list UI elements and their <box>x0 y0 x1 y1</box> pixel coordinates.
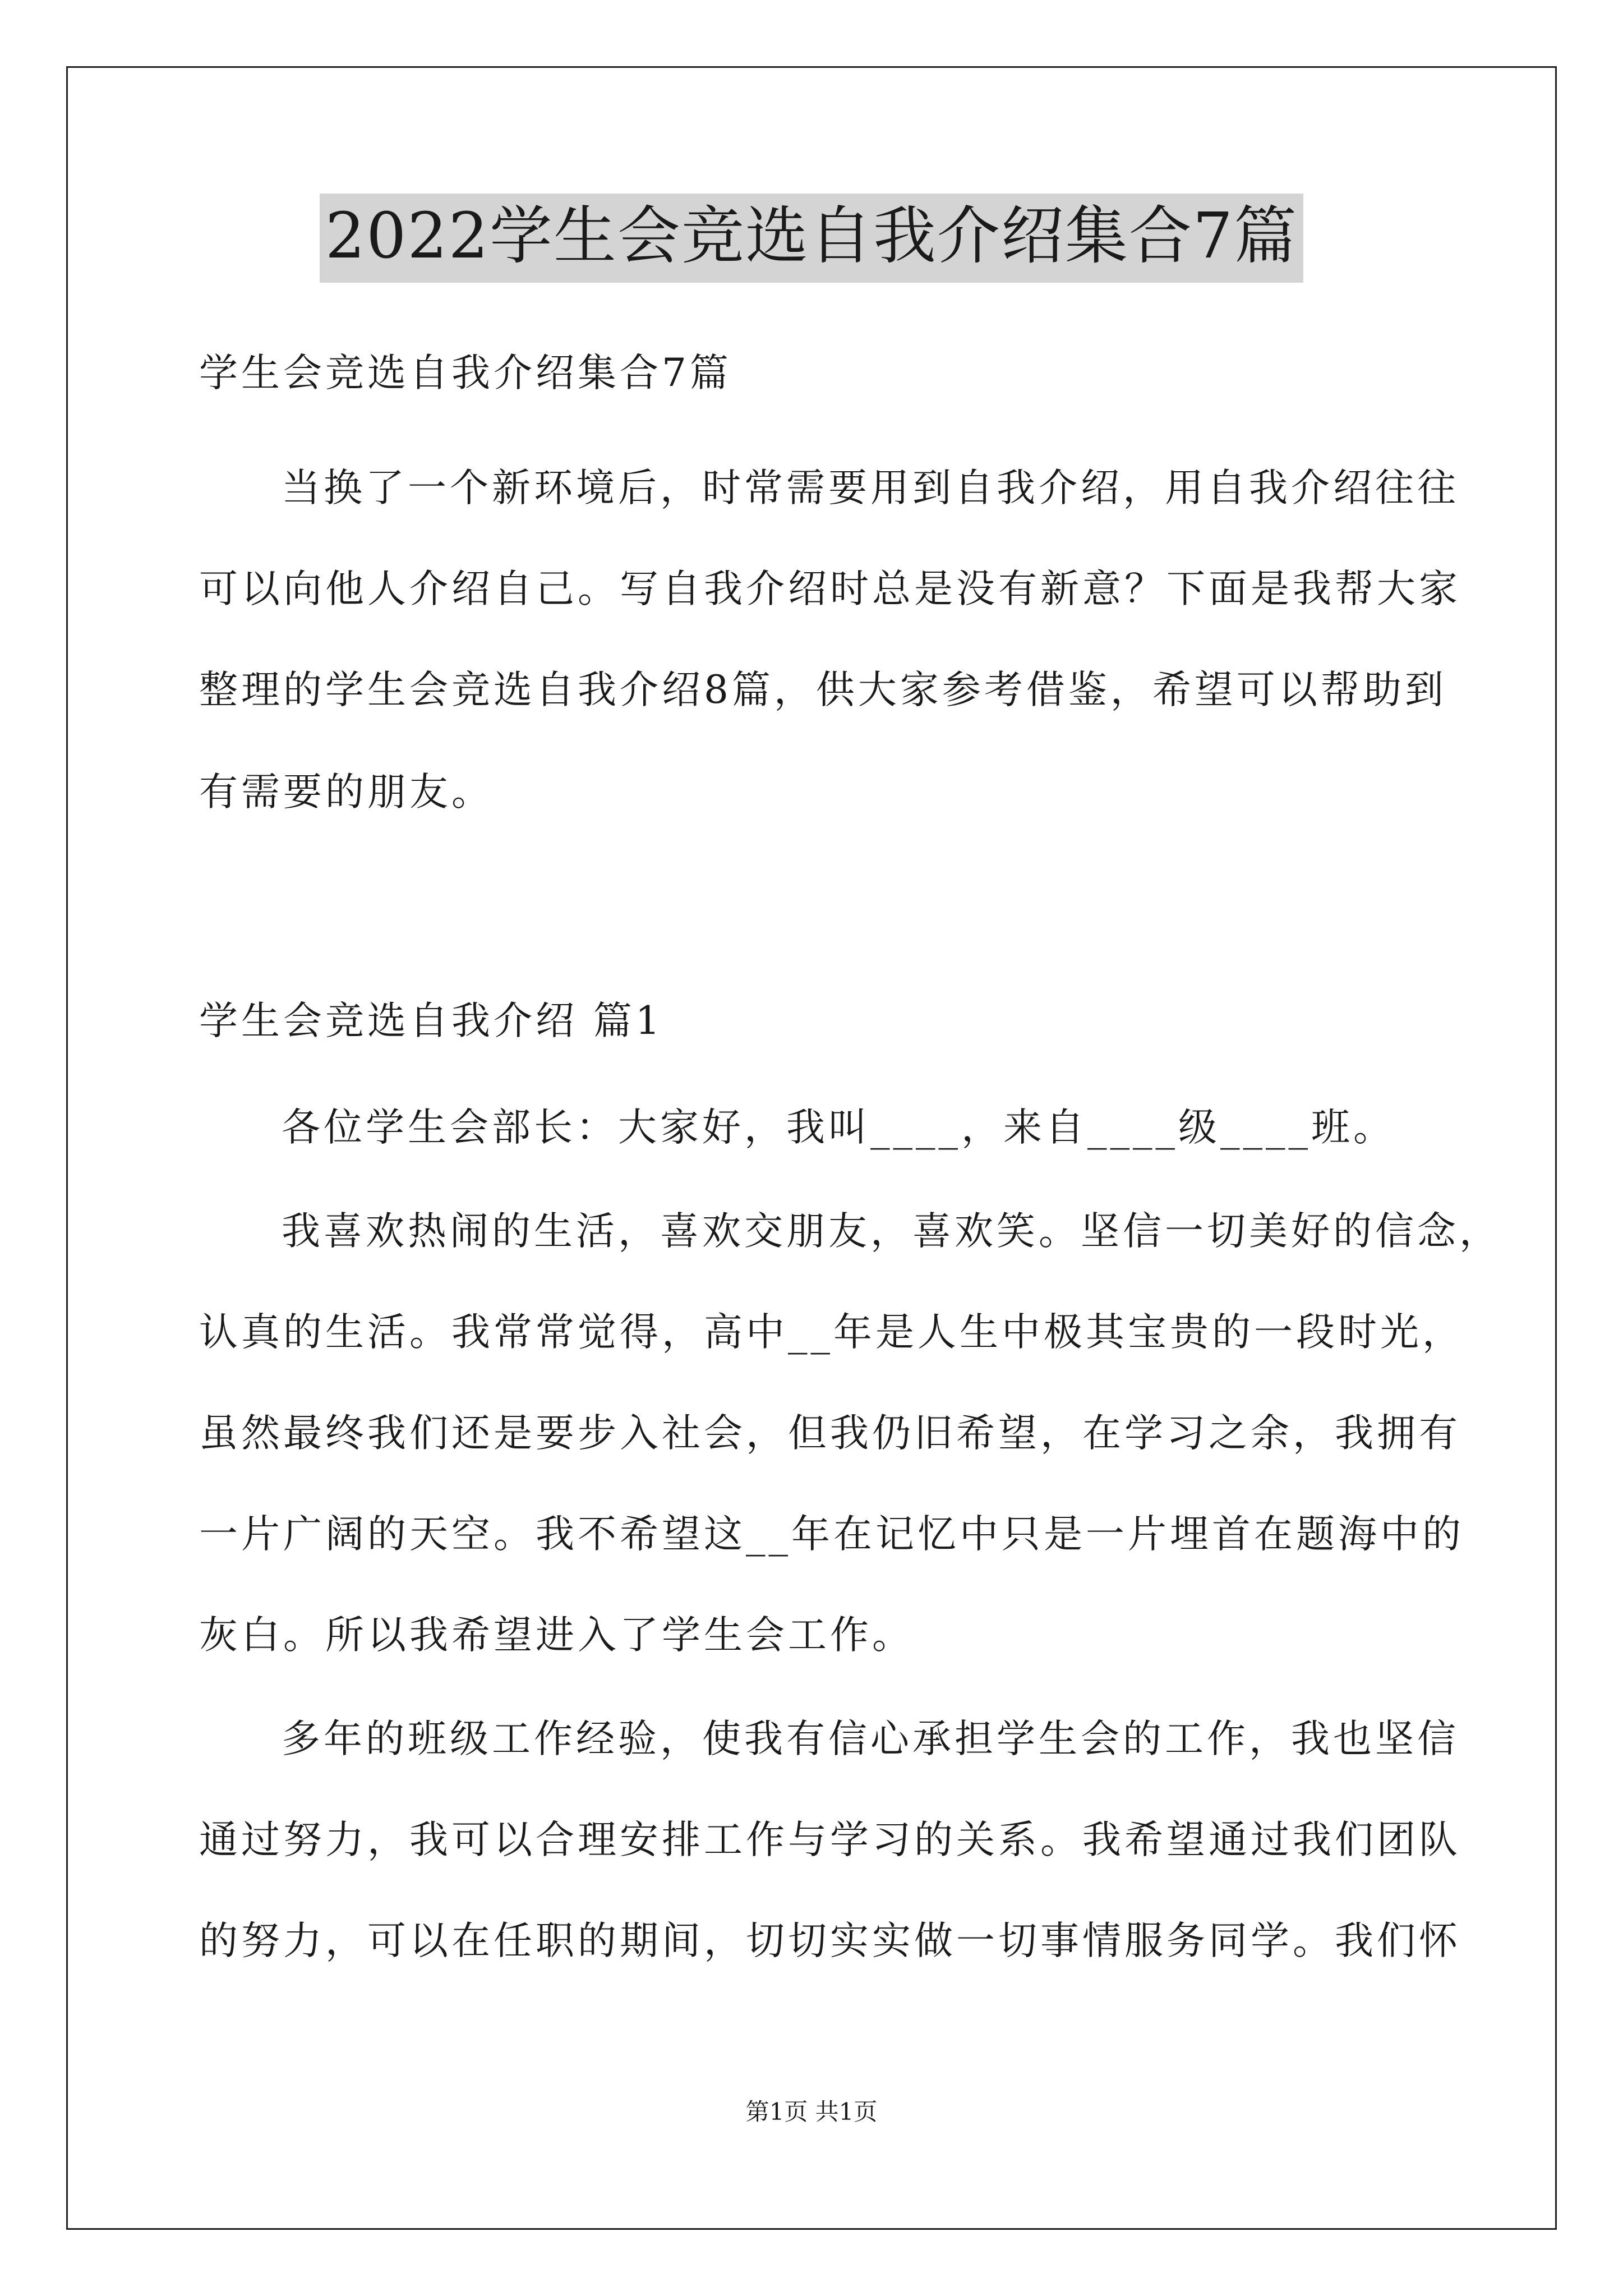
intro-line: 当换了一个新环境后，时常需要用到自我介绍，用自我介绍往往 <box>282 466 1459 510</box>
document-title <box>0 194 1623 283</box>
intro-line: 有需要的朋友。 <box>199 770 494 815</box>
body-line: 一片广阔的天空。我不希望这__年在记忆中只是一片埋首在题海中的 <box>199 1512 1464 1557</box>
body-line: 各位学生会部长：大家好，我叫____，来自____级____班。 <box>282 1105 1395 1150</box>
body-line: 我喜欢热闹的生活，喜欢交朋友，喜欢笑。坚信一切美好的信念， <box>282 1209 1501 1254</box>
body-line: 的努力，可以在任职的期间，切切实实做一切事情服务同学。我们怀 <box>199 1918 1461 1963</box>
body-line: 虽然最终我们还是要步入社会，但我仍旧希望，在学习之余，我拥有 <box>199 1411 1461 1456</box>
document-title-text: 2022学生会竞选自我介绍集合7篇 <box>320 194 1303 283</box>
document-subtitle: 学生会竞选自我介绍集合7篇 <box>199 351 732 395</box>
section-heading: 学生会竞选自我介绍 篇1 <box>199 999 663 1043</box>
intro-line: 整理的学生会竞选自我介绍8篇，供大家参考借鉴，希望可以帮助到 <box>199 668 1447 712</box>
body-line: 多年的班级工作经验，使我有信心承担学生会的工作，我也坚信 <box>282 1717 1459 1761</box>
body-line: 认真的生活。我常常觉得，高中__年是人生中极其宝贵的一段时光， <box>199 1310 1464 1355</box>
body-line: 通过努力，我可以合理安排工作与学习的关系。我希望通过我们团队 <box>199 1818 1461 1862</box>
page-footer: 第1页 共1页 <box>745 2098 878 2125</box>
intro-line: 可以向他人介绍自己。写自我介绍时总是没有新意？下面是我帮大家 <box>199 567 1461 611</box>
body-line: 灰白。所以我希望进入了学生会工作。 <box>199 1613 914 1658</box>
